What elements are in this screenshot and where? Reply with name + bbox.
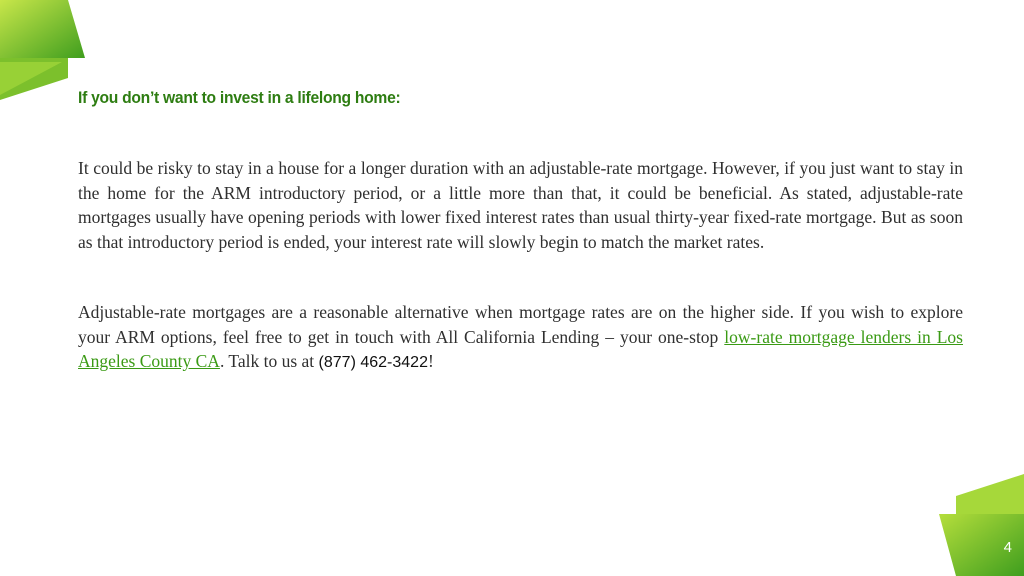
corner-decoration-bottom-right bbox=[934, 474, 1024, 576]
section-heading: If you don’t want to invest in a lifelong home: bbox=[78, 88, 401, 107]
paragraph-contact-text: Adjustable-rate mortgages are a reasonable alternative when mortgage rates are on the higher side. If you wish to explore your ARM options, feel free to get in touch with All California Lending – your one-stop bbox=[78, 302, 963, 347]
page-number: 4 bbox=[1003, 539, 1012, 556]
paragraph-arm-risk: It could be risky to stay in a house for a longer duration with an adjustable-rate mortgage. However, if you just want to stay in the home for the ARM introductory period, or a little more than that, it could be beneficial. As stated, adjustable-rate mortgages usually have opening periods with lower fixed interest rates than usual thirty-year fixed-rate mortgage. But as soon as that introductory period is ended, your interest rate will slowly begin to match the market rates. bbox=[78, 158, 963, 252]
lenders-link[interactable]: low-rate mortgage lenders in Los Angeles County CA bbox=[78, 326, 963, 371]
paragraph-contact-text-2: . Talk to us at bbox=[219, 351, 319, 371]
phone-number: (877) 462-3422 bbox=[318, 354, 428, 371]
paragraph-contact bbox=[78, 300, 963, 376]
corner-decoration-top-left bbox=[0, 0, 90, 105]
paragraph-contact-end: ! bbox=[427, 351, 434, 371]
